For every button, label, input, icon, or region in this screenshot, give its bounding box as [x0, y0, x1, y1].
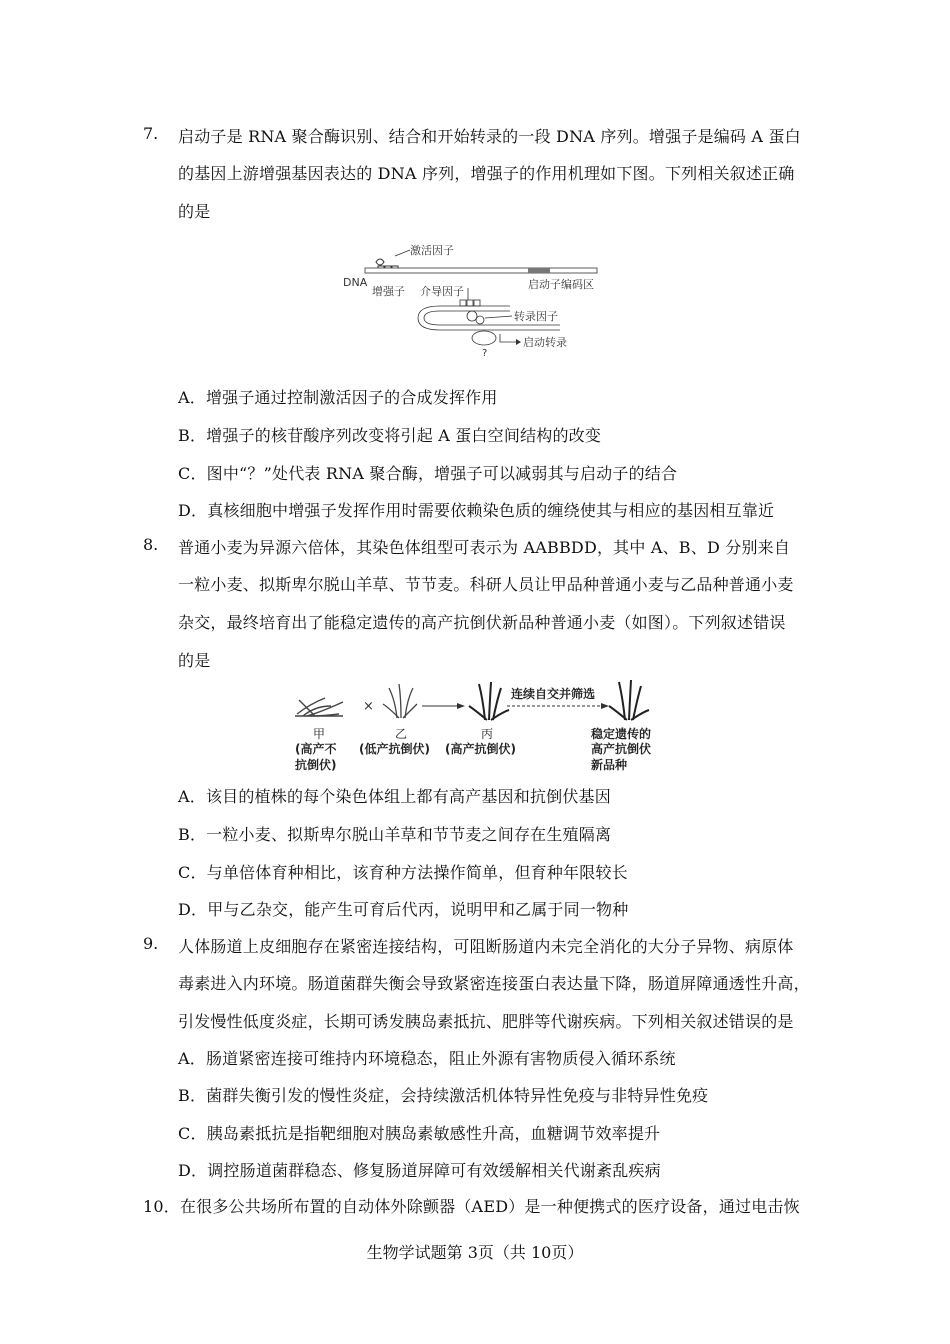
label-activator: 激活因子 — [410, 244, 454, 257]
enhancer-mechanism-figure — [340, 238, 620, 358]
question-text-line: 的基因上游增强基因表达的 DNA 序列，增强子的作用机理如下图。下列相关叙述正确 — [178, 164, 795, 183]
label-question-mark: ? — [482, 348, 488, 358]
question-number: 7. — [143, 124, 159, 143]
wheat-breeding-figure — [285, 676, 665, 776]
option-b: B．增强子的核苷酸序列改变将引起 A 蛋白空间结构的改变 — [178, 426, 602, 445]
option-c: C．图中“？”处代表 RNA 聚合酶，增强子可以减弱其与启动子的结合 — [178, 464, 678, 483]
label-mediator: 介导因子 — [420, 285, 464, 298]
option-c: C．胰岛素抵抗是指靶细胞对胰岛素敏感性升高，血糖调节效率提升 — [178, 1124, 661, 1143]
label-yi: 乙 — [395, 727, 408, 741]
label-jia: 甲 — [313, 727, 326, 741]
label-jia-desc-2: 抗倒伏) — [295, 758, 337, 772]
plant-jia-icon — [295, 698, 343, 716]
question-text-line: 人体肠道上皮细胞存在紧密连接结构，可阻断肠道内未完全消化的大分子异物、病原体 — [178, 937, 794, 956]
option-b: B．菌群失衡引发的慢性炎症，会持续激活机体特异性免疫与非特异性免疫 — [178, 1086, 709, 1105]
option-b: B．一粒小麦、拟斯卑尔脱山羊草和节节麦之间存在生殖隔离 — [178, 825, 612, 844]
option-d: D．调控肠道菌群稳态、修复肠道屏障可有效缓解相关代谢紊乱疾病 — [178, 1161, 661, 1180]
label-transcription-factor: 转录因子 — [514, 310, 558, 323]
question-text-line: 的是 — [178, 651, 211, 670]
question-text-line: 10．在很多公共场所布置的自动体外除颤器（AED）是一种便携式的医疗设备，通过电击恢 — [143, 1197, 800, 1216]
label-dna: DNA — [343, 276, 368, 289]
question-number: 8. — [143, 535, 159, 554]
plant-yi-icon — [383, 684, 417, 718]
plant-bing-icon — [469, 682, 509, 720]
label-new-2: 高产抗倒伏 — [591, 742, 652, 756]
question-text-line: 的是 — [178, 202, 211, 221]
label-bing: 丙 — [481, 727, 494, 741]
question-text-line: 杂交，最终培育出了能稳定遗传的高产抗倒伏新品种普通小麦（如图）。下列叙述错误 — [178, 613, 786, 632]
question-text-line: 启动子是 RNA 聚合酶识别、结合和开始转录的一段 DNA 序列。增强子是编码 A 蛋白 — [178, 127, 801, 146]
label-start-transcription: 启动转录 — [523, 336, 567, 349]
label-enhancer: 增强子 — [372, 285, 405, 298]
option-a: A．该目的植株的每个染色体组上都有高产基因和抗倒伏基因 — [178, 787, 611, 806]
option-c: C．与单倍体育种相比，该育种方法操作简单，但育种年限较长 — [178, 863, 628, 882]
option-d: D．真核细胞中增强子发挥作用时需要依赖染色质的缠绕使其与相应的基因相互靠近 — [178, 501, 775, 520]
label-bing-desc: (高产抗倒伏) — [445, 742, 516, 756]
label-new-1: 稳定遗传的 — [591, 727, 652, 741]
cross-symbol: × — [363, 699, 374, 714]
question-text-line: 普通小麦为异源六倍体，其染色体组型可表示为 AABBDD，其中 A、B、D 分别来自 — [178, 538, 791, 557]
label-new-3: 新品种 — [591, 758, 628, 772]
question-text-line: 一粒小麦、拟斯卑尔脱山羊草、节节麦。科研人员让甲品种普通小麦与乙品种普通小麦 — [178, 575, 794, 594]
question-number: 9. — [143, 934, 159, 953]
option-d: D．甲与乙杂交，能产生可育后代丙，说明甲和乙属于同一物种 — [178, 900, 629, 919]
option-a: A．肠道紧密连接可维持内环境稳态，阻止外源有害物质侵入循环系统 — [178, 1049, 676, 1068]
label-jia-desc-1: (高产不 — [295, 742, 337, 756]
question-text-line: 毒素进入内环境。肠道菌群失衡会导致紧密连接蛋白表达量下降，肠道屏障通透性升高， — [178, 974, 810, 993]
option-a: A．增强子通过控制激活因子的合成发挥作用 — [178, 388, 498, 407]
label-promoter-coding: 启动子编码区 — [528, 278, 594, 291]
arrow-label: 连续自交并筛选 — [511, 687, 596, 701]
question-text-line: 引发慢性低度炎症，长期可诱发胰岛素抵抗、肥胖等代谢疾病。下列相关叙述错误的是 — [178, 1012, 794, 1031]
label-yi-desc: (低产抗倒伏) — [359, 742, 430, 756]
page-footer: 生物学试题第 3页（共 10页） — [366, 1243, 584, 1262]
plant-new-icon — [609, 680, 649, 720]
